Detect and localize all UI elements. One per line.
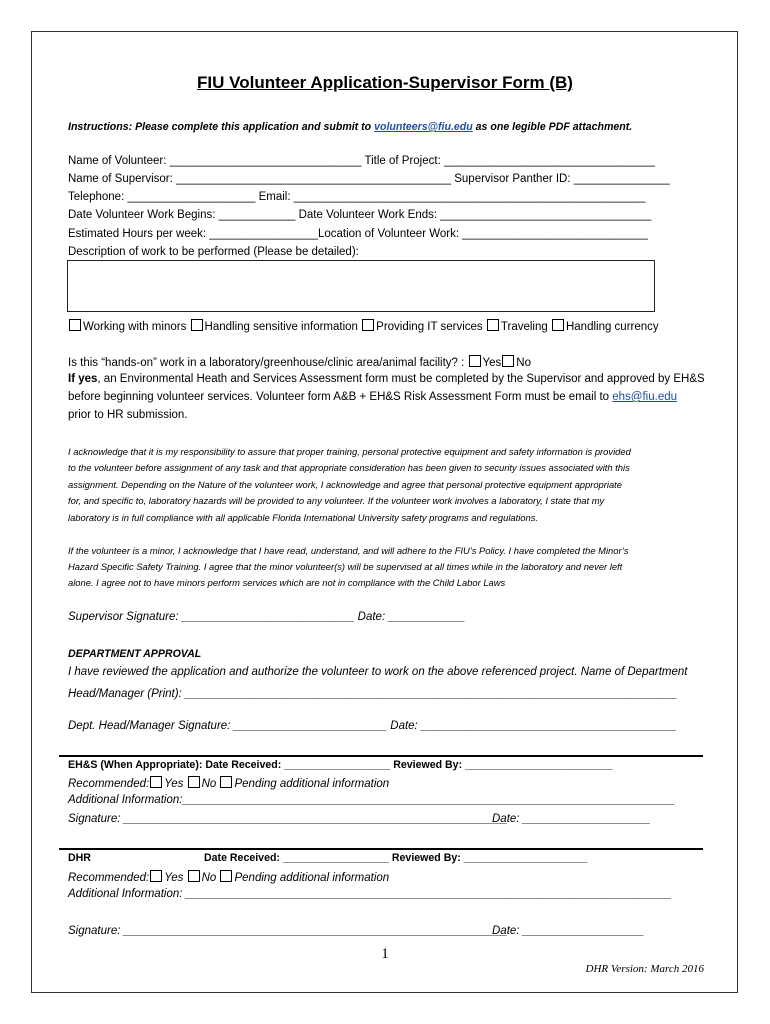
department-approval-text: I have reviewed the application and authorize the volunteer to work on the above referenced project. Name of Department — [68, 666, 688, 678]
recommended-label: Recommended: — [68, 778, 150, 790]
description-textarea[interactable] — [67, 260, 655, 312]
minor-acknowledgement-line: If the volunteer is a minor, I acknowledge that I have read, understand, and will adhere to the FIU’s Policy. I have completed the Minor’s — [68, 545, 629, 556]
hr-submission-line: prior to HR submission. — [68, 409, 188, 421]
head-manager-name-field[interactable]: Head/Manager (Print): _____________________________________________________________________________ — [68, 688, 678, 700]
checkbox-hands-on-no[interactable] — [502, 355, 514, 367]
acknowledgement-line: to the volunteer before assignment of any task and that appropriate consideration has been given to security issues associated with this — [68, 462, 630, 473]
minor-acknowledgement-line: Hazard Specific Safety Training. I agree that the minor volunteer(s) will be supervised at all times while in the laboratory and never left — [68, 561, 623, 572]
hands-on-text: Is this “hands-on” work in a laboratory/greenhouse/clinic area/animal facility? : — [68, 357, 468, 369]
no-label: No — [201, 778, 217, 790]
checkbox-dhr-pending[interactable] — [220, 870, 232, 882]
checkbox-dhr-yes[interactable] — [150, 870, 162, 882]
checkbox-hands-on-yes[interactable] — [469, 355, 481, 367]
yes-label: Yes — [482, 357, 502, 369]
checkbox-dhr-no[interactable] — [188, 870, 200, 882]
pending-label: Pending additional information — [234, 872, 390, 884]
no-label: No — [516, 357, 531, 369]
checkbox-sensitive-info[interactable] — [191, 319, 203, 331]
volunteers-email-link[interactable]: volunteers@fiu.edu — [374, 121, 473, 133]
checkbox-traveling[interactable] — [487, 319, 499, 331]
telephone-email-field[interactable]: Telephone: ____________________ Email: _______________________________________________________ — [68, 191, 646, 203]
checkbox-ehs-yes[interactable] — [150, 776, 162, 788]
checkbox-ehs-no[interactable] — [188, 776, 200, 788]
instructions-suffix: as one legible PDF attachment. — [472, 121, 633, 133]
if-yes-text: , an Environmental Heath and Services Assessment form must be completed by the Supervisor and approved by EH&S — [97, 373, 705, 385]
volunteer-name-field[interactable]: Name of Volunteer: ______________________________ Title of Project: _________________________________ — [68, 155, 656, 167]
dhr-divider — [59, 848, 703, 850]
ehs-email-link[interactable]: ehs@fiu.edu — [612, 391, 678, 403]
checkbox-minors[interactable] — [69, 319, 81, 331]
head-manager-signature-field[interactable]: Dept. Head/Manager Signature: ________________________ Date: ________________________________________ — [68, 720, 677, 732]
supervisor-name-field[interactable]: Name of Supervisor: ___________________________________________ Supervisor Panther ID: _______________ — [68, 173, 670, 185]
category-label: Handling sensitive information — [204, 321, 358, 333]
checkbox-it-services[interactable] — [362, 319, 374, 331]
acknowledgement-line: for, and specific to, laboratory hazards will be provided to any volunteer. If the volunteer work involves a laboratory, I state that my — [68, 495, 605, 506]
checkbox-ehs-pending[interactable] — [220, 776, 232, 788]
category-label: Working with minors — [83, 321, 187, 333]
description-label: Description of work to be performed (Please be detailed): — [68, 246, 359, 258]
recommended-label: Recommended: — [68, 872, 150, 884]
dhr-heading: DHR — [68, 852, 91, 864]
acknowledgement-line: assignment. Depending on the Nature of the volunteer work, I acknowledge and agree that personal protective equipment appropriate — [68, 479, 622, 490]
no-label: No — [201, 872, 217, 884]
ehs-line-text: before beginning volunteer services. Volunteer form A&B + EH&S Risk Assessment Form must be email to — [68, 391, 613, 403]
page-number: 1 — [381, 946, 389, 962]
if-yes-bold: If yes — [68, 373, 98, 385]
form-title: FIU Volunteer Application-Supervisor Form (B) — [197, 73, 573, 92]
category-checkboxes — [68, 319, 659, 333]
version-label: DHR Version: March 2016 — [585, 963, 704, 975]
if-yes-line — [68, 373, 705, 385]
minor-acknowledgement-line: alone. I agree not to have minors perform services which are not in compliance with the Child Labor Laws — [68, 577, 506, 588]
yes-label: Yes — [164, 872, 184, 884]
instructions-prefix: Instructions: Please complete this application and submit to — [68, 121, 375, 133]
ehs-email-line — [68, 391, 677, 403]
department-approval-heading: DEPARTMENT APPROVAL — [68, 648, 202, 660]
pending-label: Pending additional information — [234, 778, 390, 790]
hands-on-question — [68, 355, 531, 369]
yes-label: Yes — [164, 778, 184, 790]
dhr-received-reviewed[interactable]: Date Received: __________________ Reviewed By: _____________________ — [204, 852, 588, 864]
supervisor-signature-field[interactable]: Supervisor Signature: ___________________________ Date: ____________ — [68, 611, 466, 623]
hours-location-field[interactable]: Estimated Hours per week: _________________Location of Volunteer Work: _____________________________ — [68, 228, 648, 240]
acknowledgement-line: laboratory is in full compliance with all applicable Florida International University safety programs and regulations. — [68, 512, 539, 523]
acknowledgement-line: I acknowledge that it is my responsibility to assure that proper training, personal protective equipment and safety information is provided — [68, 446, 631, 457]
dhr-additional-info-field[interactable]: Additional Information: ____________________________________________________________________________ — [68, 888, 672, 900]
ehs-signature-field[interactable]: Signature: ____________________________________________________________ — [68, 813, 508, 825]
dhr-recommended-row — [68, 870, 389, 884]
dhr-date-field[interactable]: Date: ___________________ — [492, 925, 645, 937]
ehs-additional-info-field[interactable]: Additional Information:_____________________________________________________________________________ — [68, 794, 675, 806]
instructions — [68, 121, 632, 133]
ehs-recommended-row — [68, 776, 389, 790]
category-label: Handling currency — [565, 321, 659, 333]
ehs-divider — [59, 755, 703, 757]
dhr-signature-field[interactable]: Signature: ____________________________________________________________ — [68, 925, 508, 937]
work-dates-field[interactable]: Date Volunteer Work Begins: ____________ Date Volunteer Work Ends: _________________________________ — [68, 209, 652, 221]
ehs-date-field[interactable]: Date: ____________________ — [492, 813, 651, 825]
checkbox-currency[interactable] — [552, 319, 564, 331]
ehs-heading: EH&S (When Appropriate): Date Received: __________________ Reviewed By: _________________________ — [68, 759, 613, 771]
category-label: Traveling — [500, 321, 548, 333]
category-label: Providing IT services — [376, 321, 483, 333]
